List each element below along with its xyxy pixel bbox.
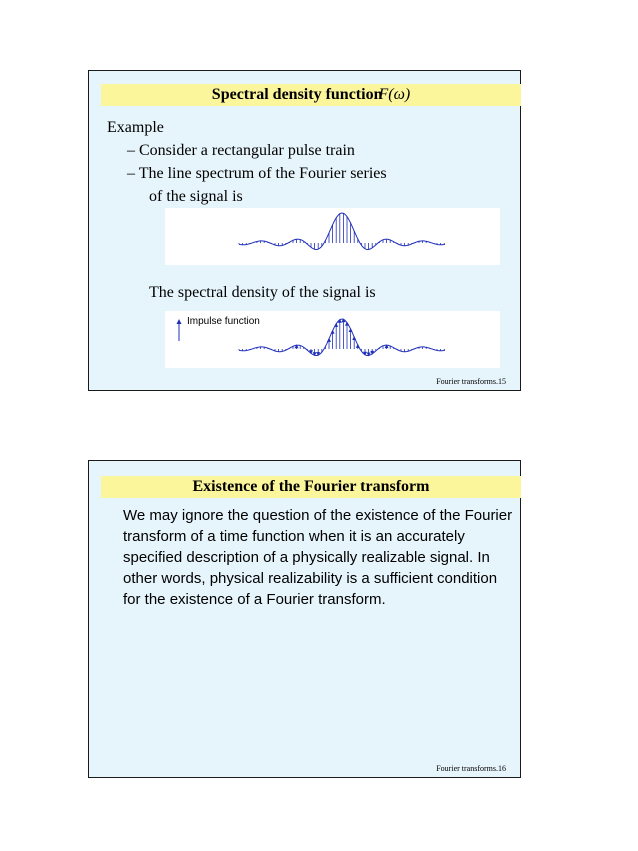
impulse-arrowhead <box>345 322 349 326</box>
impulse-arrowhead <box>331 330 335 334</box>
slide-footer: Fourier transforms.16 <box>436 764 506 773</box>
spectral-density-plot <box>165 311 500 368</box>
line-spectrum-plot <box>165 208 500 265</box>
slide-title-bar <box>101 476 521 498</box>
bullet-2: – The line spectrum of the Fourier series <box>127 165 387 182</box>
example-label: Example <box>107 119 164 136</box>
impulse-arrowhead <box>334 323 338 327</box>
impulse-legend-label: Impulse function <box>187 316 260 327</box>
slide-15 <box>88 70 521 391</box>
slide-16 <box>88 460 521 778</box>
impulse-arrowhead <box>327 338 331 342</box>
bullet-1: – Consider a rectangular pulse train <box>127 142 355 159</box>
spectral-density-text: The spectral density of the signal is <box>149 284 376 301</box>
line-spectrum-svg <box>165 208 500 265</box>
title-symbol: F(ω) <box>378 86 411 103</box>
impulse-arrowhead <box>356 344 360 348</box>
slide-footer: Fourier transforms.15 <box>436 377 506 386</box>
impulse-legend-arrowhead <box>177 319 182 324</box>
spectrum-envelope <box>239 213 445 250</box>
slide-title: Existence of the Fourier transform <box>192 478 430 495</box>
bullet-2-continued: of the signal is <box>149 188 243 205</box>
slide-title: Spectral density function <box>211 86 383 103</box>
spectrum-envelope <box>239 319 445 356</box>
impulse-arrowhead <box>352 336 356 340</box>
existence-paragraph: We may ignore the question of the existence of the Fourier transform of a time function when it is an accurately specified description of a physically realizable signal. In other words, physical realizability is a sufficient condition for the existence of a Fourier transform. <box>123 507 513 608</box>
impulse-arrowhead <box>349 328 353 332</box>
slide-title-bar <box>101 84 521 106</box>
